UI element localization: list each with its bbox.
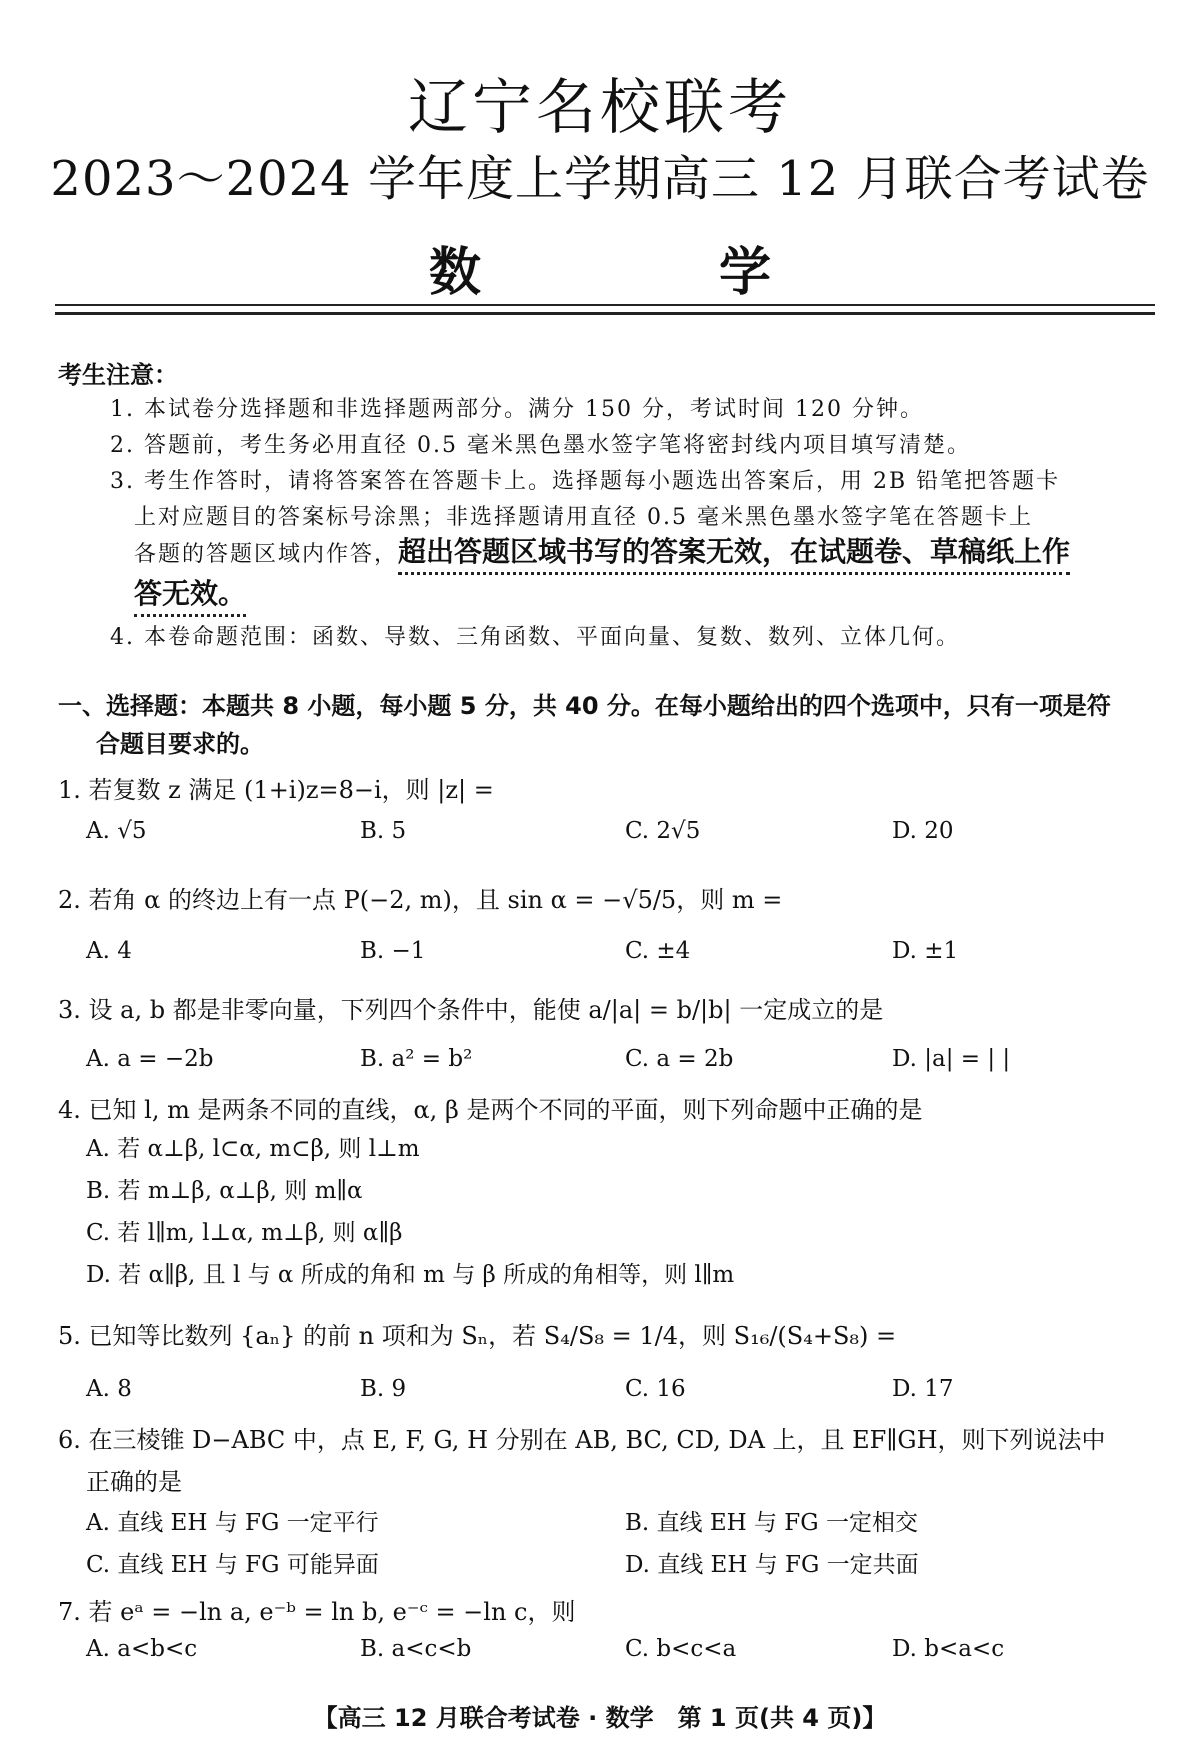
- q6-option-b: B. 直线 EH 与 FG 一定相交: [625, 1510, 918, 1536]
- q7-option-c: C. b<c<a: [625, 1636, 737, 1662]
- notice-emphasis-end: 答无效。: [134, 577, 246, 617]
- q7-option-a: A. a<b<c: [86, 1636, 198, 1662]
- q3-option-b: B. a² = b²: [360, 1046, 473, 1072]
- notice-item-2: 2. 答题前，考生务必用直径 0.5 毫米黑色墨水签字笔将密封线内项目填写清楚。: [110, 433, 971, 458]
- divider-top: [55, 304, 1155, 306]
- page-footer: 【高三 12 月联合考试卷 · 数学 第 1 页(共 4 页)】: [313, 1704, 887, 1732]
- notice-item-3-line-1: 3. 考生作答时，请将答案答在答题卡上。选择题每小题选出答案后，用 2B 铅笔把答题卡: [110, 469, 1061, 494]
- q6-option-d: D. 直线 EH 与 FG 一定共面: [625, 1552, 919, 1578]
- q6-option-c: C. 直线 EH 与 FG 可能异面: [86, 1552, 379, 1578]
- question-6-cont: 正确的是: [86, 1468, 182, 1496]
- q1-option-d: D. 20: [892, 818, 954, 844]
- q5-option-d: D. 17: [892, 1376, 954, 1402]
- section-heading-cont: 合题目要求的。: [96, 730, 264, 758]
- q2-option-d: D. ±1: [892, 938, 959, 964]
- notice-item-3-line-4: [134, 572, 246, 612]
- q3-option-d: D. |a| = | |: [892, 1046, 1011, 1072]
- question-7: 7. 若 eᵃ = −ln a, e⁻ᵇ = ln b, e⁻ᶜ = −ln c，则: [58, 1598, 576, 1626]
- q4-option-d: D. 若 α∥β, 且 l 与 α 所成的角和 m 与 β 所成的角相等，则 l∥m: [86, 1262, 735, 1288]
- q5-option-b: B. 9: [360, 1376, 407, 1402]
- notice-item-3-line-2: 上对应题目的答案标号涂黑；非选择题请用直径 0.5 毫米黑色墨水签字笔在答题卡上: [134, 505, 1033, 530]
- question-5: 5. 已知等比数列 {aₙ} 的前 n 项和为 Sₙ，若 S₄/S₈ = 1/4，则 S₁₆/(S₄+S₈) =: [58, 1322, 897, 1350]
- q2-option-a: A. 4: [86, 938, 132, 964]
- q1-option-c: C. 2√5: [625, 818, 701, 844]
- q5-option-a: A. 8: [86, 1376, 132, 1402]
- notice-emphasis: 超出答题区域书写的答案无效，在试题卷、草稿纸上作: [398, 535, 1070, 575]
- notice-title: 考生注意：: [58, 361, 178, 389]
- q2-option-c: C. ±4: [625, 938, 691, 964]
- question-1: 1. 若复数 z 满足 (1+i)z=8−i，则 |z| =: [58, 776, 494, 804]
- q2-option-b: B. −1: [360, 938, 426, 964]
- question-4: 4. 已知 l, m 是两条不同的直线，α, β 是两个不同的平面，则下列命题中正确的是: [58, 1096, 923, 1124]
- q3-option-c: C. a = 2b: [625, 1046, 734, 1072]
- q4-option-a: A. 若 α⊥β, l⊂α, m⊂β, 则 l⊥m: [86, 1136, 420, 1162]
- q3-option-a: A. a = −2b: [86, 1046, 214, 1072]
- question-3: 3. 设 a, b 都是非零向量，下列四个条件中，能使 a/|a| = b/|b| 一定成立的是: [58, 996, 884, 1024]
- notice-item-3-prefix: 各题的答题区域内作答，: [134, 542, 399, 567]
- notice-item-3-line-3: [134, 530, 1070, 570]
- q6-option-a: A. 直线 EH 与 FG 一定平行: [86, 1510, 379, 1536]
- question-2: 2. 若角 α 的终边上有一点 P(−2, m)，且 sin α = −√5/5，则 m =: [58, 886, 783, 914]
- notice-item-4: 4. 本卷命题范围：函数、导数、三角函数、平面向量、复数、数列、立体几何。: [110, 625, 960, 650]
- q1-option-b: B. 5: [360, 818, 407, 844]
- q7-option-b: B. a<c<b: [360, 1636, 472, 1662]
- exam-title: 辽宁名校联考: [408, 73, 792, 143]
- question-6: 6. 在三棱锥 D−ABC 中，点 E, F, G, H 分别在 AB, BC, CD, DA 上，且 EF∥GH，则下列说法中: [58, 1426, 1106, 1454]
- exam-subtitle: 2023～2024 学年度上学期高三 12 月联合考试卷: [50, 151, 1150, 207]
- divider-bottom: [55, 312, 1155, 315]
- q7-option-d: D. b<a<c: [892, 1636, 1005, 1662]
- q4-option-c: C. 若 l∥m, l⊥α, m⊥β, 则 α∥β: [86, 1220, 403, 1246]
- section-heading: 一、选择题：本题共 8 小题，每小题 5 分，共 40 分。在每小题给出的四个选项中，只有一项是符: [58, 692, 1111, 720]
- q1-option-a: A. √5: [86, 818, 147, 844]
- q4-option-b: B. 若 m⊥β, α⊥β, 则 m∥α: [86, 1178, 363, 1204]
- q5-option-c: C. 16: [625, 1376, 686, 1402]
- notice-item-1: 1. 本试卷分选择题和非选择题两部分。满分 150 分，考试时间 120 分钟。: [110, 397, 924, 422]
- subject-title: 数 学: [428, 243, 842, 303]
